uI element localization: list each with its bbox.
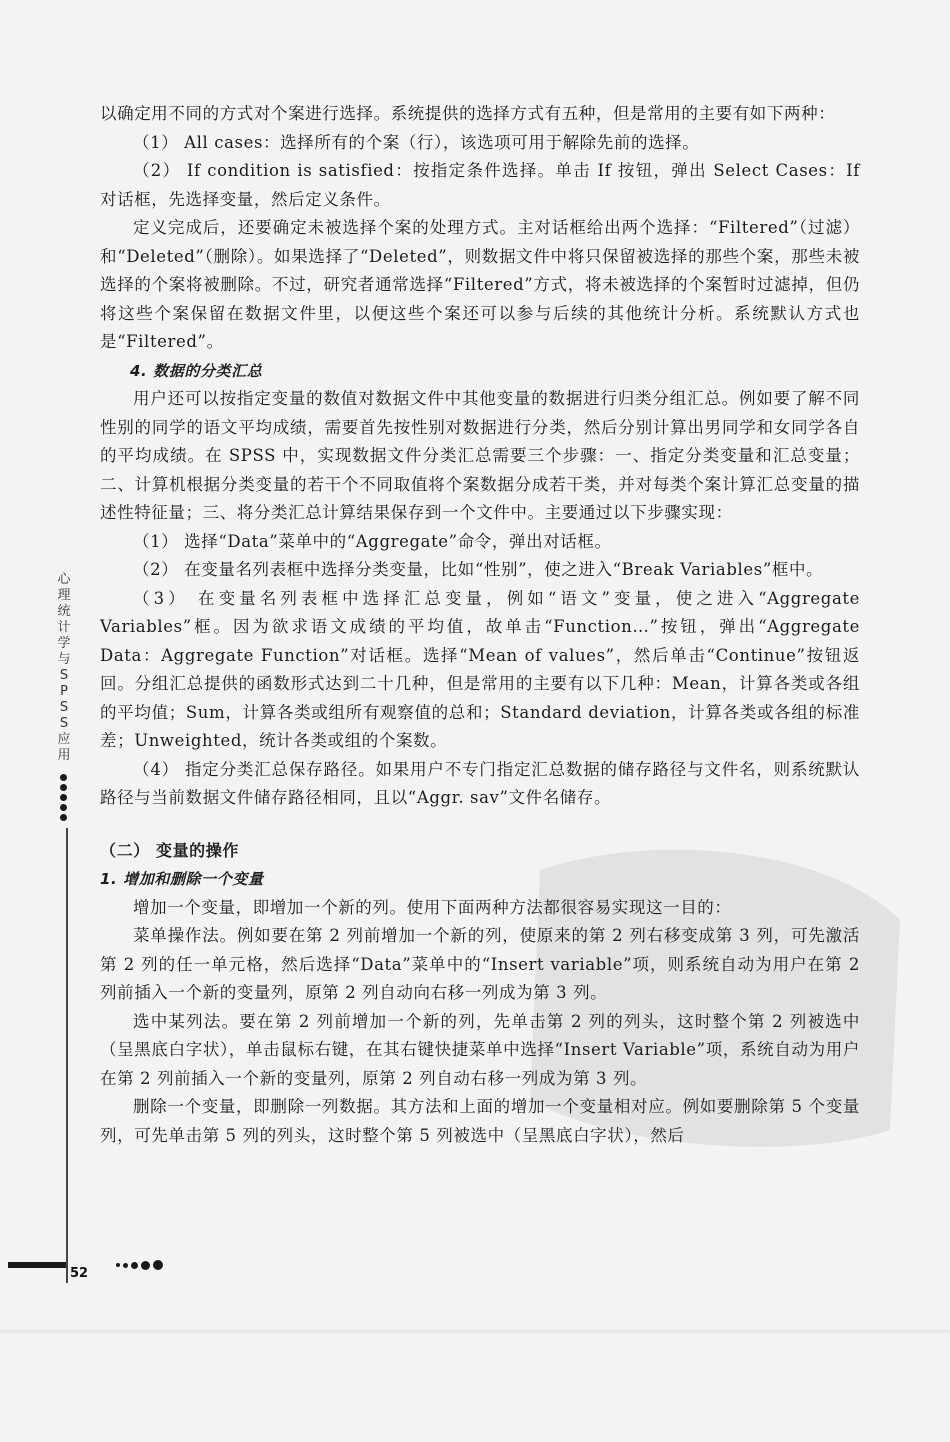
paragraph-step-2: （2） 在变量名列表框中选择分类变量，比如“性别”，使之进入“Break Variables”框中。 (133, 560, 824, 579)
subheading-aggregate: 4. 数据的分类汇总 (130, 361, 263, 380)
side-dots-ornament (60, 774, 68, 824)
paragraph-step-1: （1） 选择“Data”菜单中的“Aggregate”命令，弹出对话框。 (133, 531, 612, 551)
body-text (100, 100, 860, 1150)
page-number: 52 (70, 1266, 89, 1281)
paragraph-step-4: （4） 指定分类汇总保存路径。如果用户不专门指定汇总数据的储存路径与文件名，则系统默认路径与当前数据文件储存路径相同，且以“Aggr. sav”文件名储存。 (100, 759, 860, 807)
side-rule (66, 828, 68, 1283)
scan-edge (0, 1330, 950, 1334)
paragraph-menu-method: 菜单操作法。例如要在第 2 列前增加一个新的列，使原来的第 2 列右移变成第 3 列，可先激活第 2 列的任一单元格，然后选择“Data”菜单中的“Insert variable”项，则系统自动为用户在第 2 列前插入一个新的变量列，原第 2 列自动向右移一列成为第 3 列。 (100, 926, 860, 1002)
paragraph-intro: 以确定用不同的方式对个案进行选择。系统提供的选择方式有五种，但是常用的主要有如下两种： (100, 104, 836, 123)
paragraph-if-condition: （2） If condition is satisfied：按指定条件选择。单击 If 按钮，弹出 Select Cases：If 对话框，先选择变量，然后定义条件。 (100, 161, 860, 209)
subheading-add-delete: 1. 增加和删除一个变量 (100, 870, 264, 888)
section-heading-variables: （二） 变量的操作 (100, 840, 239, 860)
footer-dots-ornament (116, 1259, 166, 1271)
paragraph-aggregate-intro: 用户还可以按指定变量的数值对数据文件中其他变量的数据进行归类分组汇总。例如要了解不同性别的同学的语文平均成绩，需要首先按性别对数据进行分类，然后分别计算出男同学和女同学各自的平均成绩。在 SPSS 中，实现数据文件分类汇总需要三个步骤：一、指定分类变量和汇总变量；二、计算机根据分类变量的若干个不同取值将个案数据分成若干类，并对每类个案计算汇总变量的描述性特征量；三、将分类汇总计算结果保存到一个文件中。主要通过以下步骤实现： (100, 389, 860, 522)
paragraph-add-variable: 增加一个变量，即增加一个新的列。使用下面两种方法都很容易实现这一目的： (133, 897, 732, 917)
paragraph-step-3: （3） 在变量名列表框中选择汇总变量，例如“语文”变量，使之进入“Aggregate Variables”框。因为欲求语文成绩的平均值，故单击“Function…”按钮，弹出“Aggregate Data：Aggregate Function”对话框。选择“Mean of values”，然后单击“Continue”按钮返回。分组汇总提供的函数形式达到二十几种，但是常用的主要有以下几种：Mean，计算各类或各组的平均值；Sum，计算各类或组所有观察值的总和；Standard deviation，计算各类或各组的标准差；Unweighted，统计各类或组的个案数。 (100, 588, 860, 750)
side-book-title: 心理统计学与SPSS应用 (57, 572, 71, 763)
footer-bar (8, 1262, 66, 1268)
paragraph-select-column-method: 选中某列法。要在第 2 列前增加一个新的列，先单击第 2 列的列头，这时整个第 2 列被选中（呈黑底白字状），单击鼠标右键，在其右键快捷菜单中选择“Insert Variable”项，系统自动为用户在第 2 列前插入一个新的变量列，原第 2 列自动右移一列成为第 3 列。 (100, 1011, 860, 1088)
paragraph-filtered-deleted: 定义完成后，还要确定未被选择个案的处理方式。主对话框给出两个选择：“Filtered”（过滤）和“Deleted”（删除）。如果选择了“Deleted”，则数据文件中将只保留被选择的那些个案，那些未被选择的个案将被删除。不过，研究者通常选择“Filtered”方式，将未被选择的个案暂时过滤掉，但仍将这些个案保留在数据文件里，以便这些个案还可以参与后续的其他统计分析。系统默认方式也是“Filtered”。 (100, 218, 860, 351)
paragraph-all-cases: （1） All cases：选择所有的个案（行），该选项可用于解除先前的选择。 (133, 132, 700, 152)
paragraph-delete-variable: 删除一个变量，即删除一列数据。其方法和上面的增加一个变量相对应。例如要删除第 5 个变量列，可先单击第 5 列的列头，这时整个第 5 列被选中（呈黑底白字状），然后 (100, 1097, 860, 1145)
